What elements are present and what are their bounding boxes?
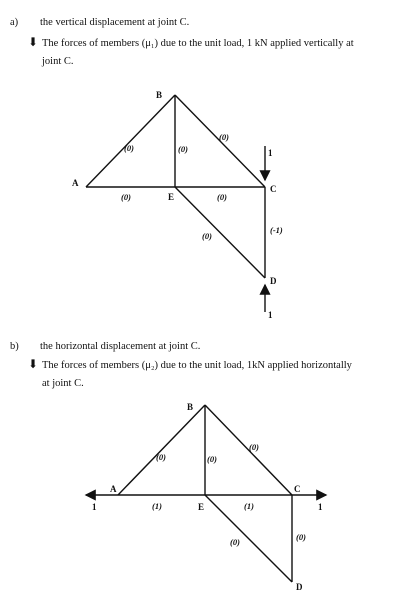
force-ab-1: (0) [124, 143, 134, 153]
part-a-bullet-line2: joint C. [42, 56, 74, 67]
joint-c-2: C [294, 484, 301, 494]
truss-1-labels [72, 90, 283, 320]
force-be-1: (0) [178, 144, 188, 154]
force-ae-2: (1) [152, 501, 162, 511]
force-be-2: (0) [207, 454, 217, 464]
truss-1 [86, 95, 265, 312]
joint-d-1: D [270, 276, 277, 286]
part-b-bullet-icon: ⬇ [28, 357, 39, 371]
joint-d-2: D [296, 582, 303, 592]
joint-a-2: A [110, 484, 117, 494]
force-cd-1: (-1) [270, 225, 283, 235]
force-ec-1: (0) [217, 192, 227, 202]
load-value-top-1: 1 [268, 148, 273, 158]
part-a-label: a) [10, 17, 19, 28]
truss-2 [86, 405, 326, 582]
force-bc-2: (0) [249, 442, 259, 452]
load-value-left-2: 1 [92, 502, 97, 512]
part-a-heading: the vertical displacement at joint C. [40, 17, 190, 28]
force-bc-1: (0) [219, 132, 229, 142]
force-ed-1: (0) [202, 231, 212, 241]
load-value-right-2: 1 [318, 502, 323, 512]
joint-b-2: B [187, 402, 194, 412]
member-ab-1 [86, 95, 175, 187]
force-ed-2: (0) [230, 537, 240, 547]
part-b-bullet-line2: at joint C. [42, 378, 84, 389]
part-b-label: b) [10, 341, 19, 352]
force-ae-1: (0) [121, 192, 131, 202]
joint-c-1: C [270, 184, 277, 194]
force-ab-2: (0) [156, 452, 166, 462]
member-ab-2 [118, 405, 205, 495]
part-b-bullet-line1: The forces of members (μ₂) due to the unit load, 1kN applied horizontally [42, 360, 352, 371]
force-ec-2: (1) [244, 501, 254, 511]
load-value-bottom-1: 1 [268, 310, 273, 320]
part-a-bullet-line1: The forces of members (μ₁) due to the unit load, 1 kN applied vertically at [42, 38, 354, 49]
part-b-heading: the horizontal displacement at joint C. [40, 341, 201, 352]
joint-e-2: E [198, 502, 205, 512]
force-cd-2: (0) [296, 532, 306, 542]
part-a-bullet-icon: ⬇ [28, 35, 39, 49]
joint-b-1: B [156, 90, 163, 100]
joint-e-1: E [168, 192, 175, 202]
joint-a-1: A [72, 178, 79, 188]
